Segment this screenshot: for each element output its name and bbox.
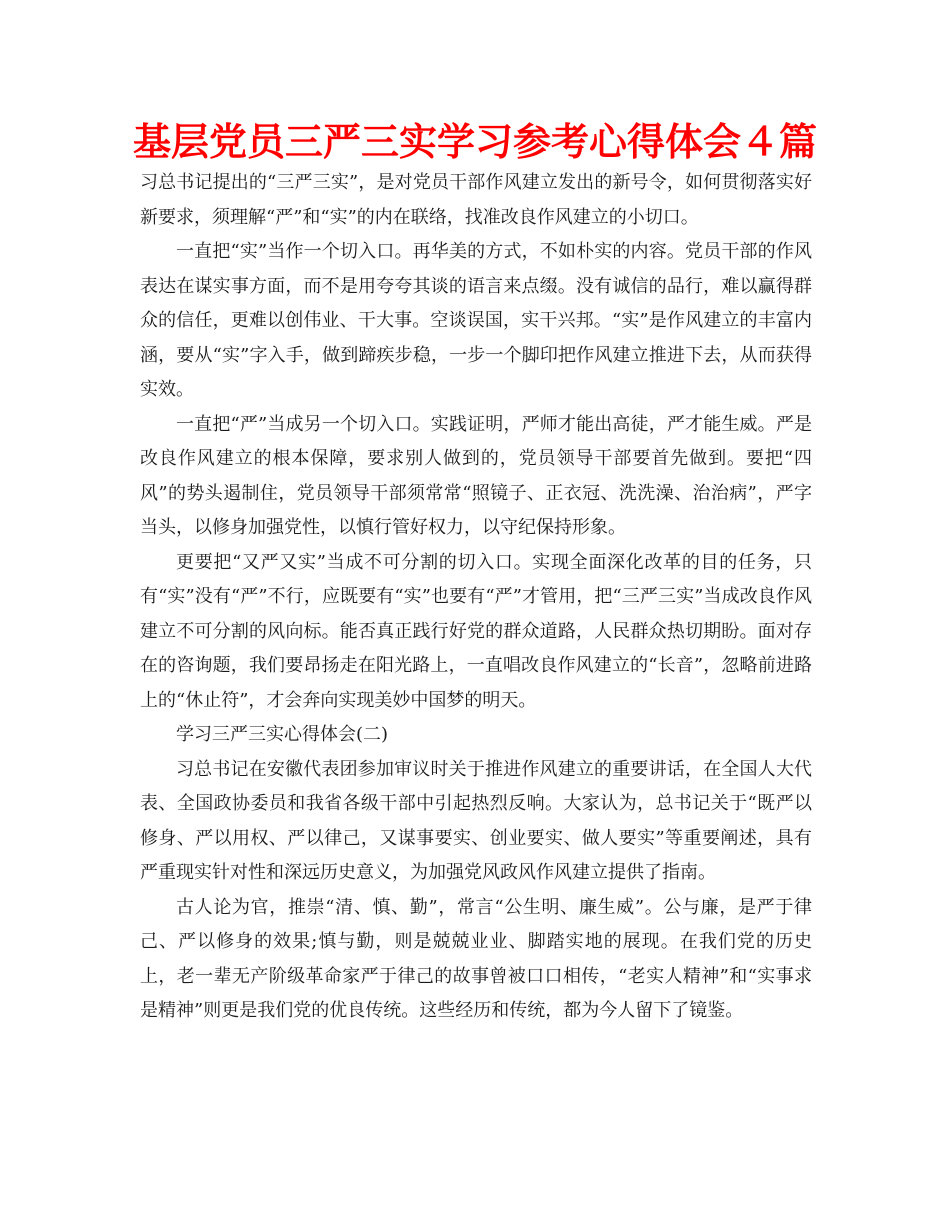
paragraph: 一直把“实”当作一个切入口。再华美的方式，不如朴实的内容。党员干部的作风表达在谋实事方面，而不是用夸夸其谈的语言来点缀。没有诚信的品行，难以赢得群众的信任，更难以创伟业、干大事。空谈误国，实干兴邦。“实”是作风建立的丰富内涵，要从“实”字入手，做到蹄疾步稳，一步一个脚印把作风建立推进下去，从而获得实效。 — [140, 241, 812, 400]
document-body — [140, 166, 812, 1029]
document-title: 基层党员三严三实学习参考心得体会４篇 — [132, 120, 817, 164]
paragraph: 习总书记在安徽代表团参加审议时关于推进作风建立的重要讲话，在全国人大代表、全国政协委员和我省各级干部中引起热烈反响。大家认为，总书记关于“既严以修身、严以用权、严以律己，又谋事要实、创业要实、做人要实”等重要阐述，具有严重现实针对性和深远历史意义，为加强党风政风作风建立提供了指南。 — [140, 758, 812, 883]
paragraph: 古人论为官，推崇“清、慎、勤”，常言“公生明、廉生威”。公与廉，是严于律己、严以修身的效果;慎与勤，则是兢兢业业、脚踏实地的展现。在我们党的历史上，老一辈无产阶级革命家严于律己的故事曾被口口相传，“老实人精神”和“实事求是精神”则更是我们党的优良传统。这些经历和传统，都为今人留下了镜鉴。 — [140, 896, 812, 1021]
paragraph: 更要把“又严又实”当成不可分割的切入口。实现全面深化改革的目的任务，只有“实”没有“严”不行，应既要有“实”也要有“严”才管用，把“三严三实”当成改良作风建立不可分割的风向标。能否真正践行好党的群众道路，人民群众热切期盼。面对存在的咨询题，我们要昂扬走在阳光路上，一直唱改良作风建立的“长音”，忽略前进路上的“休止符”，才会奔向实现美妙中国梦的明天。 — [140, 551, 812, 711]
paragraph: 一直把“严”当成另一个切入口。实践证明，严师才能出高徒，严才能生威。严是改良作风建立的根本保障，要求别人做到的，党员领导干部要首先做到。要把“四风”的势头遏制住，党员领导干部须常常“照镜子、正衣冠、洗洗澡、治治病”，严字当头，以修身加强党性，以慎行管好权力，以守纪保持形象。 — [140, 413, 812, 538]
paragraph: 习总书记提出的“三严三实”，是对党员干部作风建立发出的新号令，如何贯彻落实好新要求，须理解“严”和“实”的内在联络，找准改良作风建立的小切口。 — [140, 172, 812, 228]
section-heading: 学习三严三实心得体会(二) — [176, 724, 389, 745]
